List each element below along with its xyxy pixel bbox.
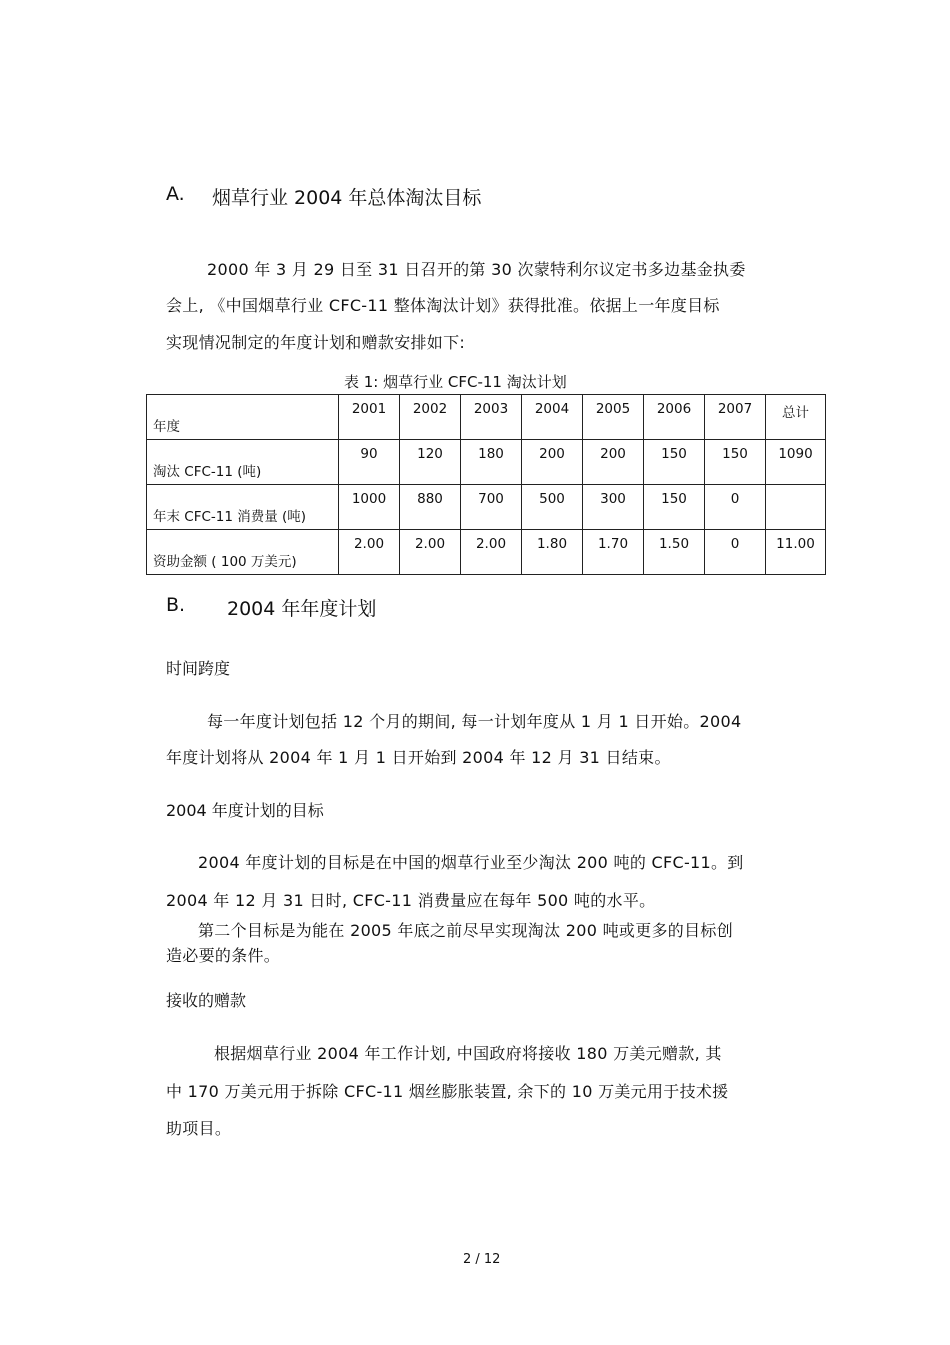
table-cell: 1.70 bbox=[583, 530, 644, 575]
table-cell: 120 bbox=[400, 440, 461, 485]
header-cell: 总计 bbox=[766, 395, 826, 440]
section-b-marker: B. bbox=[166, 594, 186, 616]
grants-line-2: 中 170 万美元用于拆除 CFC-11 烟丝膨胀装置, 余下的 10 万美元用于技术援 bbox=[166, 1082, 729, 1101]
table-header-row bbox=[147, 395, 826, 440]
table-cell: 500 bbox=[522, 485, 583, 530]
table-caption: 表 1: 烟草行业 CFC-11 淘汰计划 bbox=[344, 373, 567, 391]
table-row bbox=[147, 530, 826, 575]
row-label-cell: 淘汰 CFC-11 (吨) bbox=[147, 440, 339, 485]
table-cell: 180 bbox=[461, 440, 522, 485]
table-cell: 880 bbox=[400, 485, 461, 530]
subheading-grants: 接收的赠款 bbox=[166, 991, 247, 1010]
header-cell: 2004 bbox=[522, 395, 583, 440]
time-span-line-2: 年度计划将从 2004 年 1 月 1 日开始到 2004 年 12 月 31 日结束。 bbox=[166, 748, 671, 767]
row-label-cell: 年末 CFC-11 消费量 (吨) bbox=[147, 485, 339, 530]
section-b-heading: 2004 年年度计划 bbox=[227, 598, 377, 620]
grants-line-3: 助项目。 bbox=[166, 1119, 232, 1138]
table-cell: 2.00 bbox=[461, 530, 522, 575]
table-cell: 1000 bbox=[339, 485, 400, 530]
table-cell: 1.80 bbox=[522, 530, 583, 575]
table-cell: 150 bbox=[644, 485, 705, 530]
table-cell: 90 bbox=[339, 440, 400, 485]
table-cell: 0 bbox=[705, 530, 766, 575]
header-cell: 2006 bbox=[644, 395, 705, 440]
subheading-time-span: 时间跨度 bbox=[166, 659, 231, 678]
header-cell: 2007 bbox=[705, 395, 766, 440]
plan-goal-line-2: 2004 年 12 月 31 日时, CFC-11 消费量应在每年 500 吨的水平。 bbox=[166, 891, 656, 910]
section-a-heading: 烟草行业 2004 年总体淘汰目标 bbox=[212, 187, 482, 209]
row-label-cell: 资助金额 ( 100 万美元) bbox=[147, 530, 339, 575]
section-a-line-2: 会上, 《中国烟草行业 CFC-11 整体淘汰计划》获得批准。依据上一年度目标 bbox=[166, 296, 720, 315]
header-cell: 2001 bbox=[339, 395, 400, 440]
table-cell: 1.50 bbox=[644, 530, 705, 575]
table-cell: 150 bbox=[644, 440, 705, 485]
table-cell: 150 bbox=[705, 440, 766, 485]
header-label-cell: 年度 bbox=[147, 395, 339, 440]
page-number: 2 / 12 bbox=[463, 1252, 501, 1267]
section-a-line-1: 2000 年 3 月 29 日至 31 日召开的第 30 次蒙特利尔议定书多边基金执委 bbox=[207, 260, 746, 279]
table-cell: 1090 bbox=[766, 440, 826, 485]
table-row bbox=[147, 485, 826, 530]
table-cell: 11.00 bbox=[766, 530, 826, 575]
grants-line-1: 根据烟草行业 2004 年工作计划, 中国政府将接收 180 万美元赠款, 其 bbox=[214, 1044, 722, 1063]
plan-goal-line-1: 2004 年度计划的目标是在中国的烟草行业至少淘汰 200 吨的 CFC-11。到 bbox=[198, 853, 744, 872]
table-row bbox=[147, 440, 826, 485]
table-cell: 200 bbox=[583, 440, 644, 485]
plan-goal-line-4: 造必要的条件。 bbox=[166, 946, 281, 965]
header-cell: 2003 bbox=[461, 395, 522, 440]
table-cell: 700 bbox=[461, 485, 522, 530]
table-cell: 300 bbox=[583, 485, 644, 530]
subheading-plan-goal: 2004 年度计划的目标 bbox=[166, 801, 324, 820]
section-a-marker: A. bbox=[166, 183, 185, 205]
table-cell bbox=[766, 485, 826, 530]
table-cell: 2.00 bbox=[400, 530, 461, 575]
table-cell: 200 bbox=[522, 440, 583, 485]
plan-goal-line-3: 第二个目标是为能在 2005 年底之前尽早实现淘汰 200 吨或更多的目标创 bbox=[198, 921, 734, 940]
section-a-line-3: 实现情况制定的年度计划和赠款安排如下: bbox=[166, 333, 466, 352]
phaseout-plan-table bbox=[146, 394, 826, 575]
header-cell: 2002 bbox=[400, 395, 461, 440]
header-cell: 2005 bbox=[583, 395, 644, 440]
table-cell: 2.00 bbox=[339, 530, 400, 575]
time-span-line-1: 每一年度计划包括 12 个月的期间, 每一计划年度从 1 月 1 日开始。2004 bbox=[207, 712, 742, 731]
table-cell: 0 bbox=[705, 485, 766, 530]
